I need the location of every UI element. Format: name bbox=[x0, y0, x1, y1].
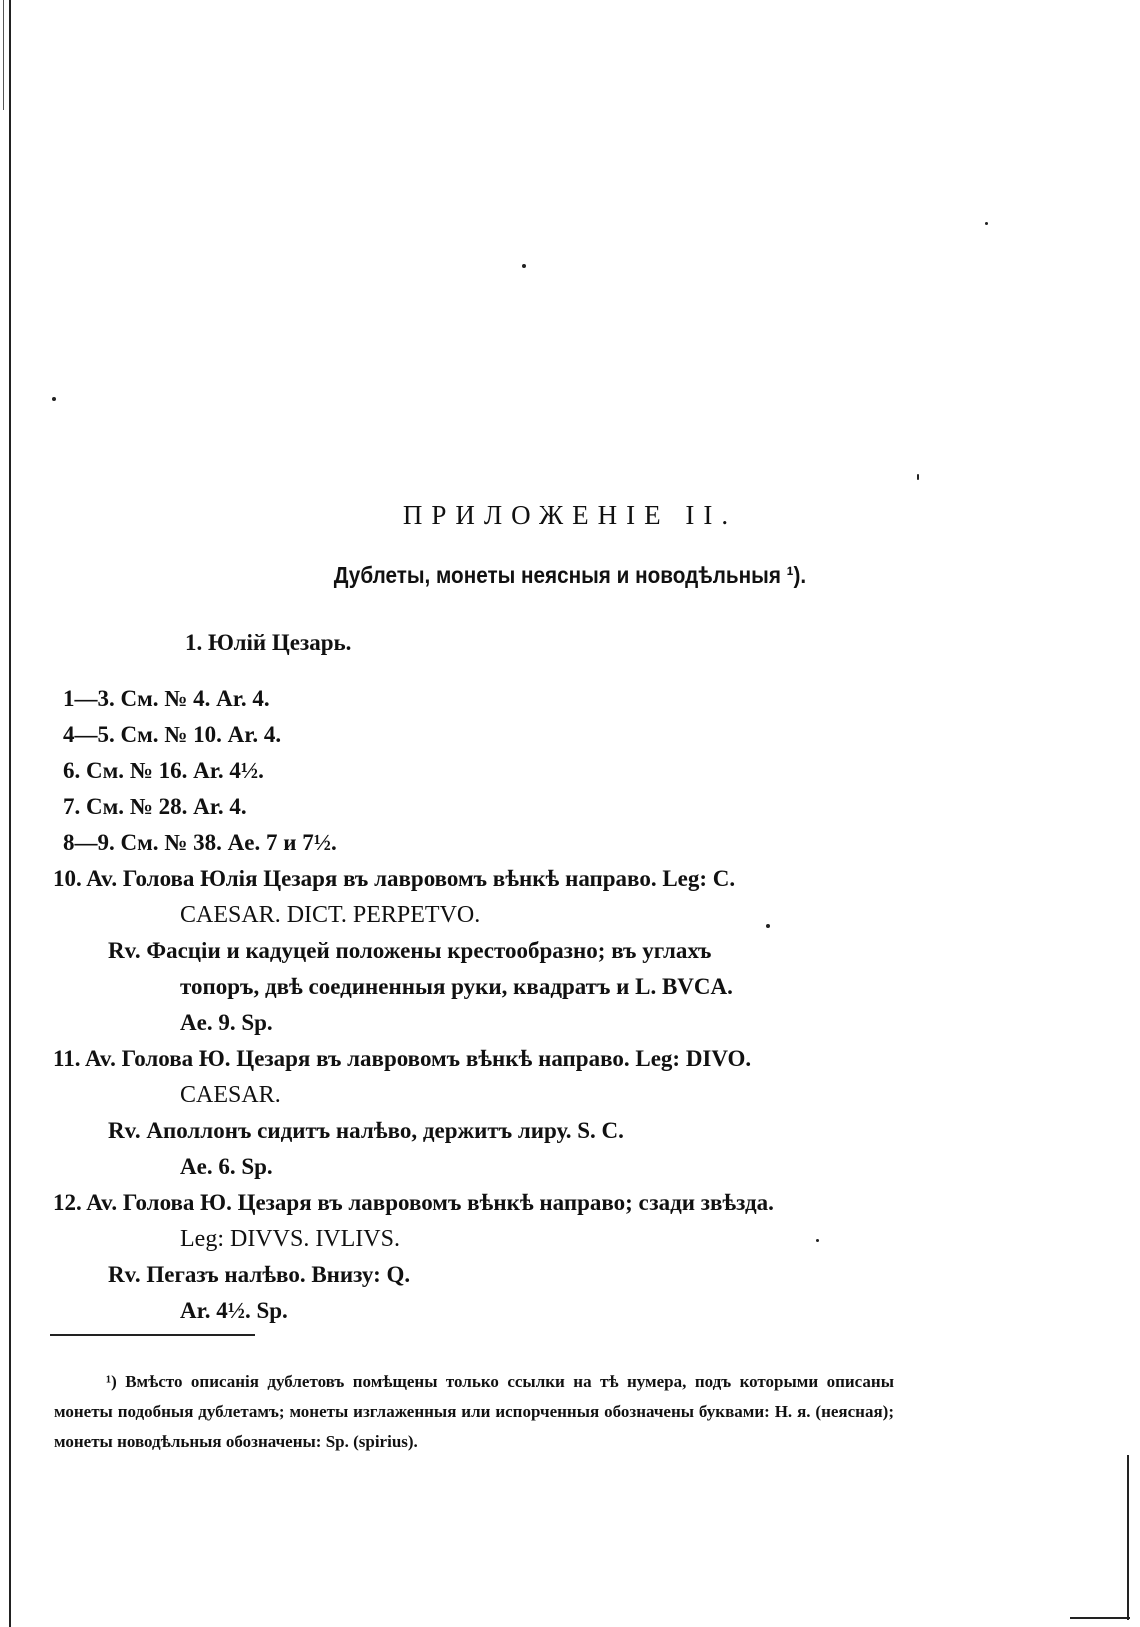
scan-corner-mark-vertical bbox=[1127, 1455, 1129, 1620]
item-10-reverse: Rv. Фасціи и кадуцей положены крестообразно; въ углахъ bbox=[108, 938, 712, 963]
entry-line: 7. См. № 28. Ar. 4. bbox=[63, 794, 247, 819]
item-11-meta: Ae. 6. Sp. bbox=[180, 1154, 273, 1179]
item-11-obverse: 11. Av. Голова Ю. Цезаря въ лавровомъ вѣнкѣ направо. Leg: DIVO. bbox=[53, 1046, 752, 1071]
item-10-reverse-cont: топоръ, двѣ соединенныя руки, квадратъ и L. BVCA. bbox=[180, 974, 733, 999]
footnote: ¹) Вмѣсто описанія дублетовъ помѣщены только ссылки на тѣ нумера, подъ которыми описаны монеты подобныя дублетамъ; монеты изглаженныя или испорченныя обозначены буквами: Н. я. (неясная); монеты новодѣльныя обозначены: Sp. (spirius). bbox=[54, 1372, 894, 1451]
entry-line: 4—5. См. № 10. Ar. 4. bbox=[63, 722, 282, 747]
footnote-rule bbox=[50, 1334, 255, 1336]
scan-speck bbox=[522, 264, 526, 268]
item-12-obverse: 12. Av. Голова Ю. Цезаря въ лавровомъ вѣнкѣ направо; сзади звѣзда. bbox=[53, 1190, 774, 1215]
scan-speck bbox=[985, 222, 988, 225]
item-10-obverse: 10. Av. Голова Юлія Цезаря въ лавровомъ вѣнкѣ направо. Leg: C. bbox=[53, 866, 736, 891]
entry-line: 1—3. См. № 4. Ar. 4. bbox=[63, 686, 270, 711]
scan-corner-mark-horizontal bbox=[1070, 1617, 1130, 1619]
item-10-obverse-legend: CAESAR. DICT. PERPETVO. bbox=[180, 902, 481, 928]
item-12-meta: Ar. 4½. Sp. bbox=[180, 1298, 288, 1323]
entry-line: 8—9. См. № 38. Ae. 7 и 7½. bbox=[63, 830, 337, 855]
scan-left-edge bbox=[9, 0, 11, 1627]
entry-line: 6. См. № 16. Ar. 4½. bbox=[63, 758, 264, 783]
scan-speck bbox=[917, 474, 919, 480]
appendix-subtitle: Дублеты, монеты неясныя и новодѣльныя ¹). bbox=[333, 562, 807, 588]
item-12-obverse-legend: Leg: DIVVS. IVLIVS. bbox=[180, 1226, 400, 1252]
item-12-reverse: Rv. Пегазъ налѣво. Внизу: Q. bbox=[108, 1262, 411, 1287]
scan-speck bbox=[766, 924, 770, 928]
scan-speck bbox=[52, 397, 56, 401]
item-11-obverse-legend: CAESAR. bbox=[180, 1082, 281, 1108]
section-title: 1. Юлій Цезарь. bbox=[185, 630, 352, 655]
item-11-reverse: Rv. Аполлонъ сидитъ налѣво, держитъ лиру. S. C. bbox=[108, 1118, 624, 1143]
scan-left-edge-mark bbox=[3, 0, 4, 110]
appendix-heading: ПРИЛОЖЕНІЕ II. bbox=[402, 500, 738, 530]
scan-speck bbox=[816, 1239, 819, 1242]
item-10-meta: Ae. 9. Sp. bbox=[180, 1010, 273, 1035]
